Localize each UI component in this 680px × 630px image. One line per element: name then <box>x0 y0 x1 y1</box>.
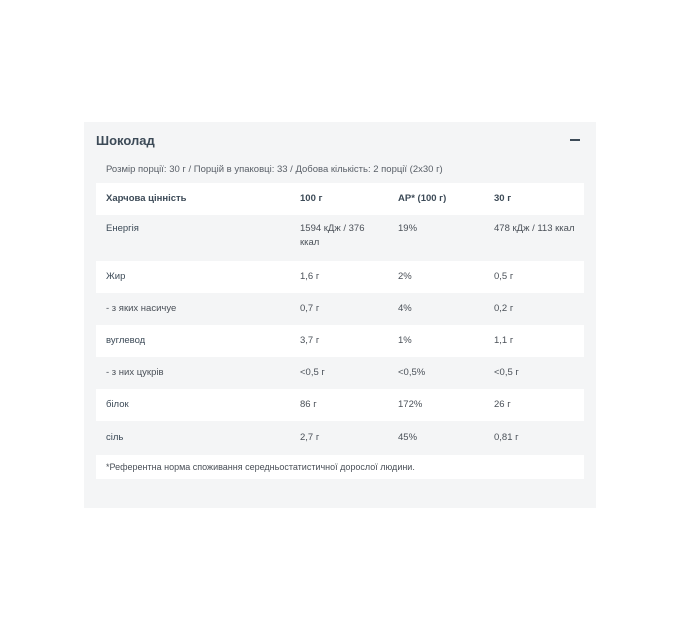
nutrient-name: вуглевод <box>106 335 146 346</box>
value-per-100g: 86 г <box>300 399 317 410</box>
value-per-30g: 1,1 г <box>494 335 514 346</box>
header-per-100g: 100 г <box>300 193 323 204</box>
nutrition-panel <box>84 122 596 508</box>
value-reference-intake: 2% <box>398 271 412 282</box>
nutrient-name: Жир <box>106 271 126 282</box>
collapse-icon[interactable] <box>568 132 582 146</box>
table-row <box>96 261 584 293</box>
nutrient-name: Енергія <box>106 223 139 234</box>
footnote: *Референтна норма споживання середньостатистичної дорослої людини. <box>96 455 584 479</box>
value-per-100g: 3,7 г <box>300 335 320 346</box>
value-reference-intake: 19% <box>398 223 418 234</box>
value-per-100g: 2,7 г <box>300 432 320 443</box>
nutrient-name: - з них цукрів <box>106 367 164 378</box>
table-row <box>96 357 584 389</box>
value-reference-intake: 45% <box>398 432 418 443</box>
table-row <box>96 293 584 325</box>
value-per-30g: 0,5 г <box>494 271 514 282</box>
header-per-30g: 30 г <box>494 193 512 204</box>
value-reference-intake: 4% <box>398 303 412 314</box>
panel-header[interactable] <box>96 132 584 154</box>
nutrient-name: - з яких насичуе <box>106 303 177 314</box>
value-per-100g: 0,7 г <box>300 303 320 314</box>
value-per-30g: <0,5 г <box>494 367 519 378</box>
value-per-100g: 1,6 г <box>300 271 320 282</box>
panel-title: Шоколад <box>96 133 155 148</box>
value-reference-intake: <0,5% <box>398 367 426 378</box>
value-per-30g: 0,2 г <box>494 303 514 314</box>
nutrition-table <box>96 183 584 454</box>
header-nutrient: Харчова цінність <box>106 193 187 204</box>
value-text: 1594 кДж / 376 ккал <box>300 223 365 248</box>
header-reference-intake: АР* (100 г) <box>398 193 447 204</box>
nutrient-name: сіль <box>106 432 124 443</box>
value-per-30g: 26 г <box>494 399 511 410</box>
serving-info: Розмір порції: 30 г / Порцій в упаковці: 33 / Добова кількість: 2 порції (2х30 г) <box>106 164 443 175</box>
table-row <box>96 215 584 261</box>
table-row <box>96 389 584 421</box>
value-text: 478 кДж / 113 ккал <box>494 223 575 234</box>
value-per-100g: <0,5 г <box>300 367 325 378</box>
table-row <box>96 421 584 454</box>
table-row <box>96 325 584 357</box>
value-reference-intake: 172% <box>398 399 423 410</box>
table-header-row <box>96 183 584 215</box>
value-per-100g <box>290 215 388 261</box>
value-per-30g <box>484 215 584 261</box>
value-per-30g: 0,81 г <box>494 432 519 443</box>
value-reference-intake: 1% <box>398 335 412 346</box>
nutrient-name: білок <box>106 399 129 410</box>
